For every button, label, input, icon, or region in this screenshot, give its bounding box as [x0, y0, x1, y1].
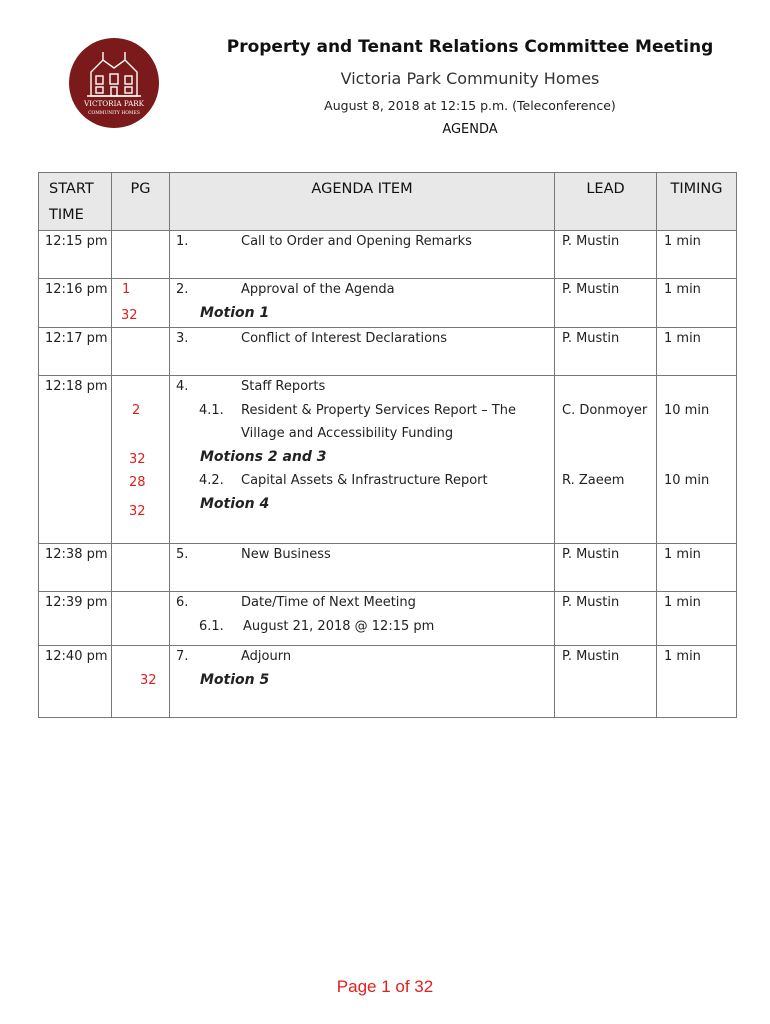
start-time: 12:18 pm — [45, 379, 108, 394]
col-header-lead: LEAD — [555, 173, 657, 231]
sub-item-text: August 21, 2018 @ 12:15 pm — [243, 619, 435, 634]
start-time: 12:38 pm — [45, 547, 108, 562]
motion-label: Motions 2 and 3 — [200, 449, 327, 465]
agenda-item-text: Approval of the Agenda — [241, 282, 395, 297]
page-ref[interactable]: 32 — [129, 504, 146, 519]
agenda-item-text: New Business — [241, 547, 331, 562]
sub-item-number: 4.1. — [199, 403, 224, 418]
svg-text:VICTORIA PARK: VICTORIA PARK — [83, 99, 145, 108]
lead-name: P. Mustin — [562, 282, 620, 297]
meeting-title: Property and Tenant Relations Committee Meeting — [226, 37, 714, 57]
timing: 1 min — [664, 331, 701, 346]
table-row — [39, 646, 737, 718]
timing: 10 min — [664, 403, 710, 418]
timing: 1 min — [664, 649, 701, 664]
motion-label: Motion 5 — [200, 672, 270, 688]
col-header-start-time: START TIME — [39, 173, 112, 231]
table-row — [39, 279, 737, 328]
table-row — [39, 231, 737, 279]
table-row — [39, 592, 737, 646]
sub-item-number: 4.2. — [199, 473, 224, 488]
page-number: Page 1 of 32 — [336, 977, 434, 996]
page-ref[interactable]: 32 — [121, 308, 138, 323]
agenda-item-text: Staff Reports — [241, 379, 326, 394]
timing: 1 min — [664, 595, 701, 610]
table-row — [39, 376, 737, 544]
item-number: 6. — [176, 595, 189, 610]
agenda-item-text: Call to Order and Opening Remarks — [241, 234, 472, 249]
page-ref[interactable]: 28 — [129, 475, 146, 490]
sub-item-text-continued: Village and Accessibility Funding — [241, 426, 454, 441]
lead-name: P. Mustin — [562, 547, 620, 562]
lead-name: P. Mustin — [562, 234, 620, 249]
page-ref[interactable]: 2 — [132, 403, 141, 418]
page-ref[interactable]: 1 — [122, 282, 131, 297]
item-number: 4. — [176, 379, 189, 394]
item-number: 1. — [176, 234, 189, 249]
table-row — [39, 544, 737, 592]
agenda-item-text: Date/Time of Next Meeting — [241, 595, 416, 610]
sub-item-number: 6.1. — [199, 619, 224, 634]
motion-label: Motion 4 — [200, 496, 270, 512]
lead-name: C. Donmoyer — [562, 403, 648, 418]
col-header-agenda-item: AGENDA ITEM — [170, 173, 555, 231]
start-time: 12:15 pm — [45, 234, 108, 249]
item-number: 2. — [176, 282, 189, 297]
svg-text:COMMUNITY HOMES: COMMUNITY HOMES — [88, 111, 140, 116]
meeting-date-line: August 8, 2018 at 12:15 p.m. (Teleconference) — [324, 98, 616, 113]
organization-name: Victoria Park Community Homes — [340, 69, 600, 88]
lead-name: P. Mustin — [562, 595, 620, 610]
document-type: AGENDA — [442, 122, 498, 137]
col-header-timing: TIMING — [657, 173, 737, 231]
table-row — [39, 328, 737, 376]
item-number: 7. — [176, 649, 189, 664]
agenda-table — [38, 172, 737, 718]
motion-label: Motion 1 — [200, 305, 270, 321]
start-time: 12:16 pm — [45, 282, 108, 297]
item-number: 5. — [176, 547, 189, 562]
sub-item-text: Resident & Property Services Report – The — [241, 403, 516, 418]
table-header-row — [39, 173, 737, 231]
item-number: 3. — [176, 331, 189, 346]
lead-name: R. Zaeem — [562, 473, 625, 488]
agenda-item-text: Adjourn — [241, 649, 292, 664]
page-ref[interactable]: 32 — [140, 673, 157, 688]
lead-name: P. Mustin — [562, 649, 620, 664]
start-time: 12:39 pm — [45, 595, 108, 610]
sub-item-text: Capital Assets & Infrastructure Report — [241, 473, 488, 488]
timing: 1 min — [664, 282, 701, 297]
col-header-pg: PG — [112, 173, 170, 231]
start-time: 12:40 pm — [45, 649, 108, 664]
agenda-item-text: Conflict of Interest Declarations — [241, 331, 448, 346]
timing: 10 min — [664, 473, 710, 488]
lead-name: P. Mustin — [562, 331, 620, 346]
start-time: 12:17 pm — [45, 331, 108, 346]
timing: 1 min — [664, 234, 701, 249]
page-ref[interactable]: 32 — [129, 452, 146, 467]
timing: 1 min — [664, 547, 701, 562]
victoria-park-logo — [69, 38, 159, 128]
